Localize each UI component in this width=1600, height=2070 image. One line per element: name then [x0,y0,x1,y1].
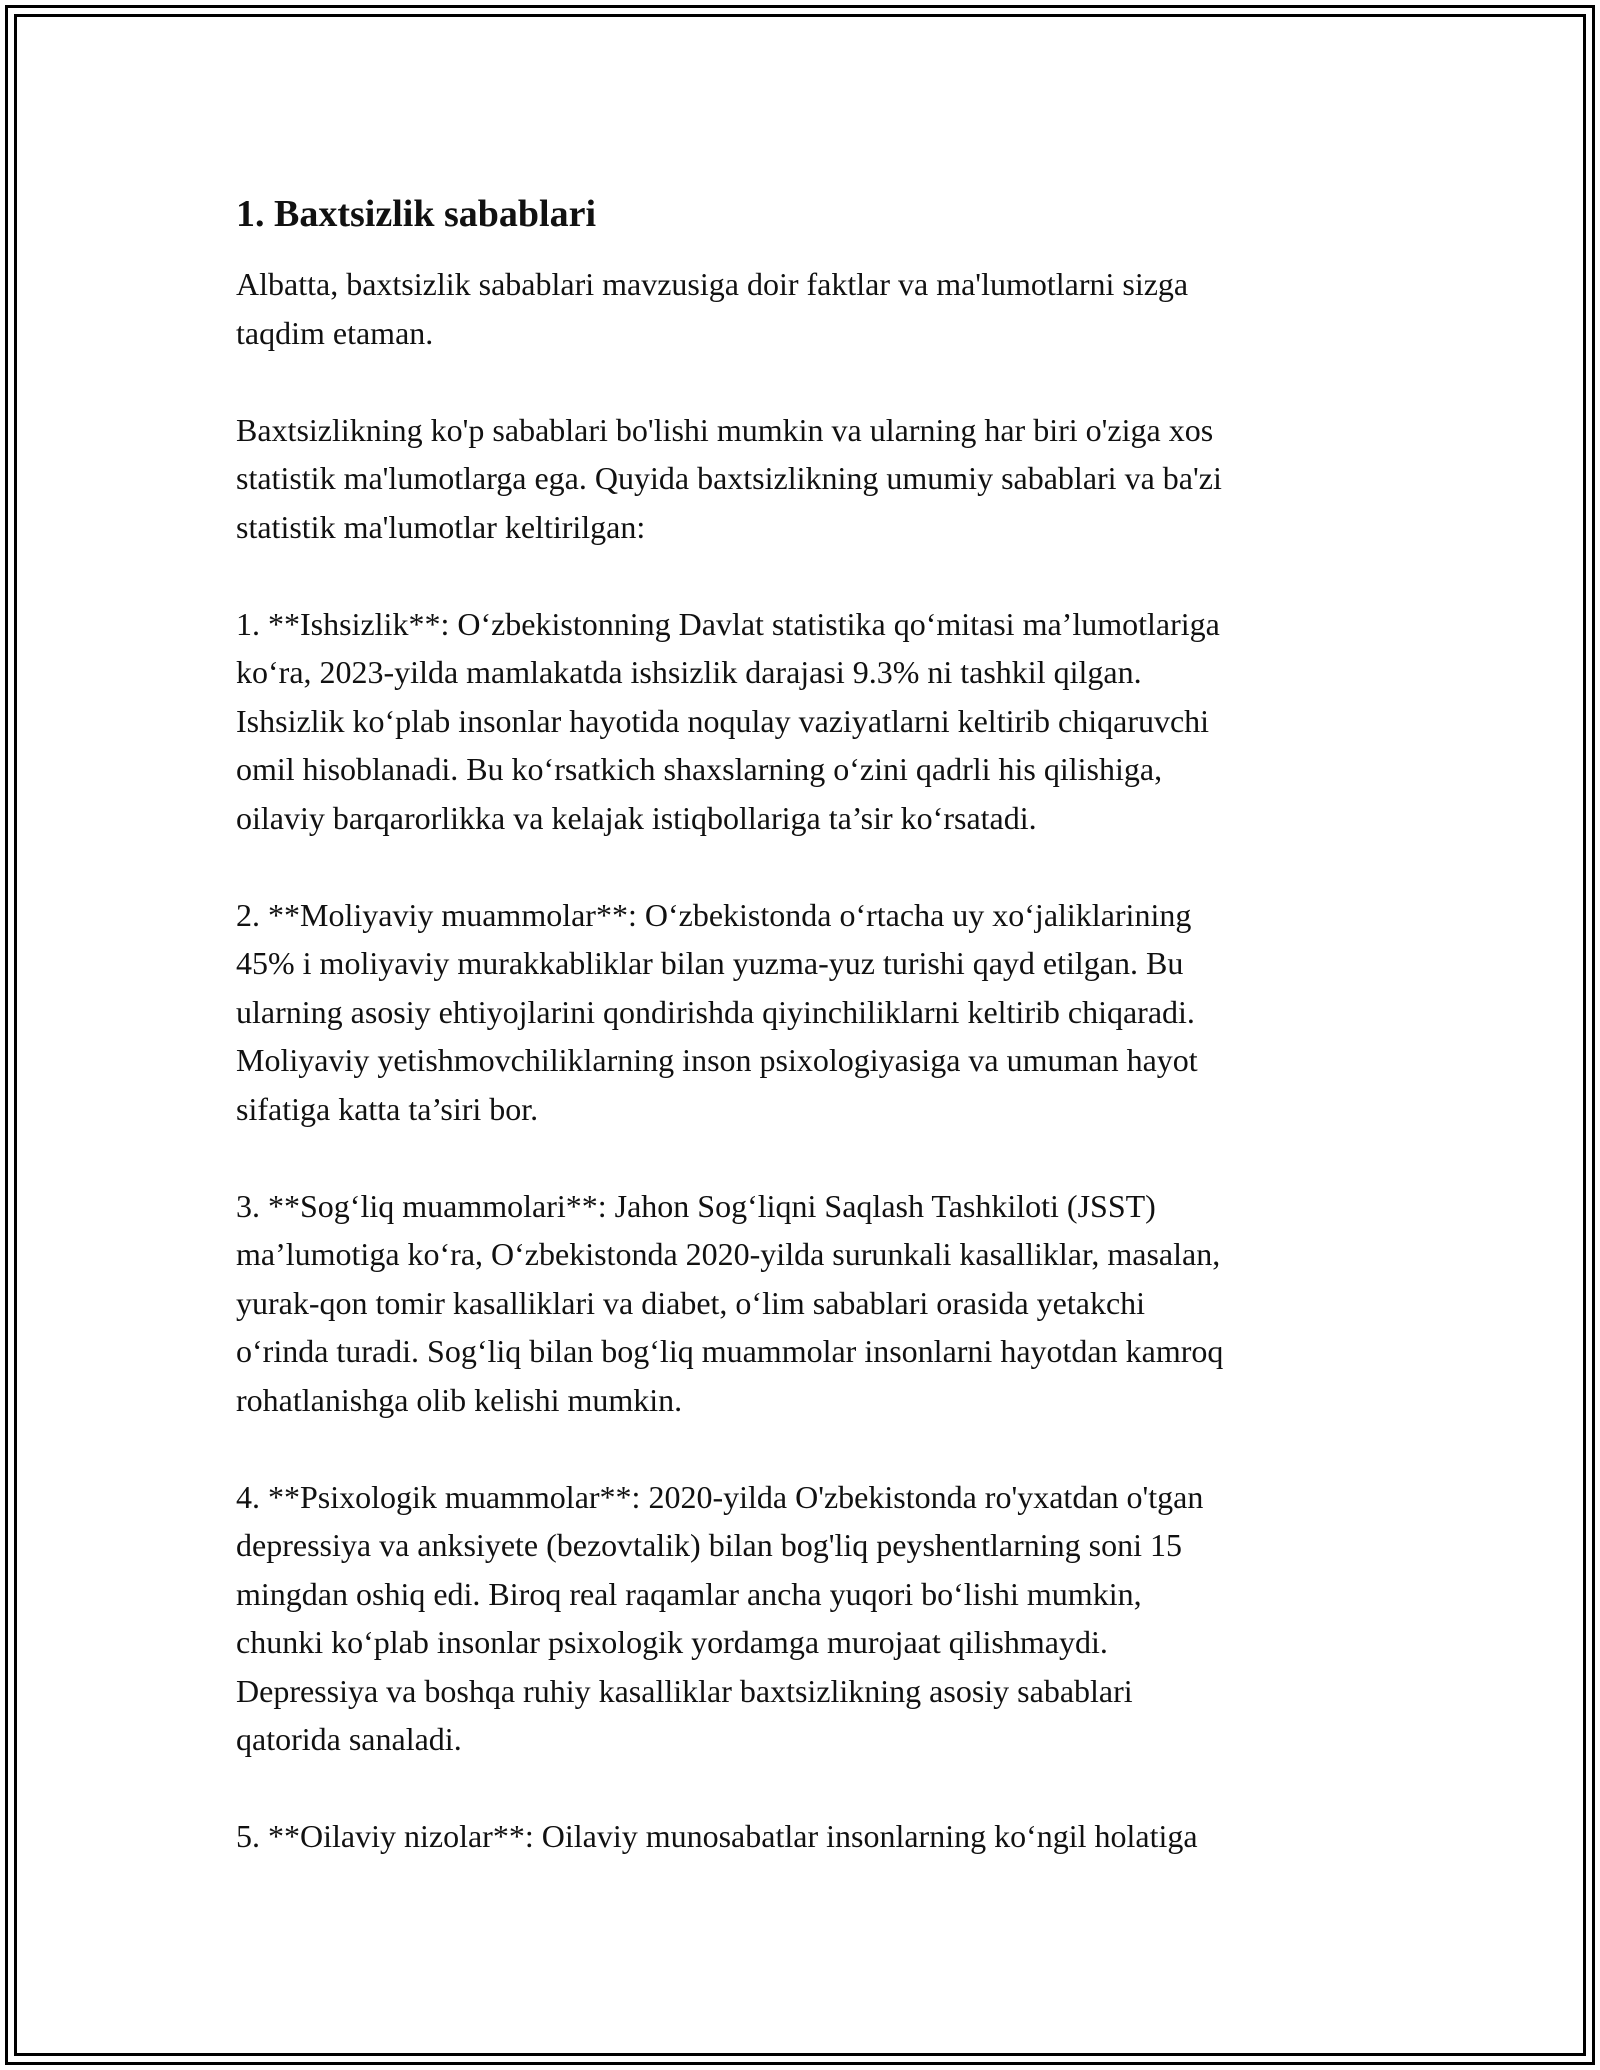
paragraph-item-family-conflicts: 5. **Oilaviy nizolar**: Oilaviy munosabatlar insonlarning ko‘ngil holatiga [236,1818,1198,1854]
paragraph-intro: Albatta, baxtsizlik sabablari mavzusiga doir faktlar va ma'lumotlarni sizga taqdim etaman. [236,266,1189,351]
document-body [236,190,1386,1909]
paragraph-overview: Baxtsizlikning ko'p sabablari bo'lishi mumkin va ularning har biri o'ziga xos statistik ma'lumotlarga ega. Quyida baxtsizlikning umumiy sabablari va ba'zi statistik ma'lumotlar keltirilgan: [236,411,1222,545]
paragraph-item-psychological-problems: 4. **Psixologik muammolar**: 2020-yilda O'zbekistonda ro'yxatdan o'tgan depressiya va anksiyete (bezovtalik) bilan bog'liq peyshentlarning soni 15 mingdan oshiq edi. Biroq real raqamlar ancha yuqori bo‘lishi mumkin, chunki ko‘plab insonlar psixologik yordamga murojaat qilishmaydi. Depressiya va boshqa ruhiy kasalliklar baxtsizlikning asosiy sabablari qatorida sanaladi. [236,1478,1204,1757]
paragraph-item-health-problems: 3. **Sog‘liq muammolari**: Jahon Sog‘liqni Saqlash Tashkiloti (JSST) ma’lumotiga ko‘ra, O‘zbekistonda 2020-yilda surunkali kasalliklar, masalan, yurak-qon tomir kasalliklari va diabet, o‘lim sabablari orasida yetakchi o‘rinda turadi. Sog‘liq bilan bog‘liq muammolar insonlarni hayotdan kamroq rohatlanishga olib kelishi mumkin. [236,1187,1224,1418]
document-title: 1. Baxtsizlik sabablari [236,193,596,235]
paragraph-item-financial-problems: 2. **Moliyaviy muammolar**: O‘zbekistonda o‘rtacha uy xo‘jaliklarining 45% i moliyaviy murakkabliklar bilan yuzma-yuz turishi qayd etilgan. Bu ularning asosiy ehtiyojlarini qondirishda qiyinchiliklarni keltirib chiqaradi. Moliyaviy yetishmovchiliklarning inson psixologiyasiga va umuman hayot sifatiga katta ta’siri bor. [236,896,1198,1127]
paragraph-item-unemployment: 1. **Ishsizlik**: O‘zbekistonning Davlat statistika qo‘mitasi ma’lumotlariga ko‘ra, 2023-yilda mamlakatda ishsizlik darajasi 9.3% ni tashkil qilgan. Ishsizlik ko‘plab insonlar hayotida noqulay vaziyatlarni keltirib chiqaruvchi omil hisoblanadi. Bu ko‘rsatkich shaxslarning o‘zini qadrli his qilishiga, oilaviy barqarorlikka va kelajak istiqbollariga ta’sir ko‘rsatadi. [236,605,1220,836]
